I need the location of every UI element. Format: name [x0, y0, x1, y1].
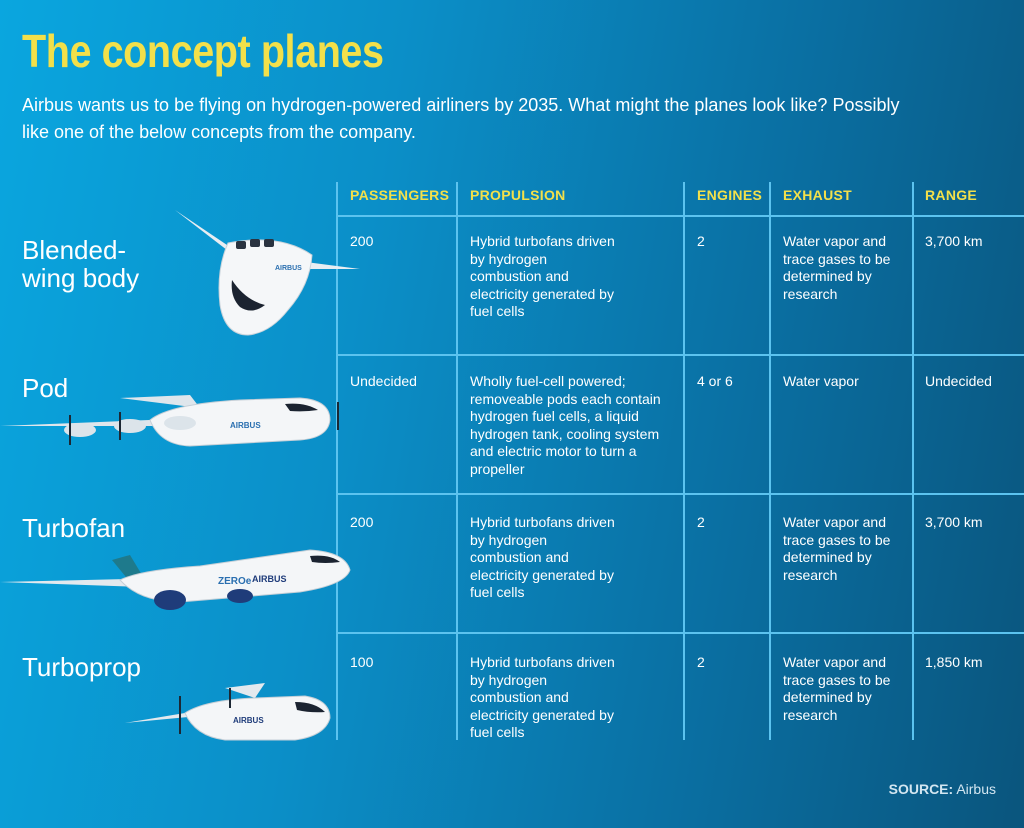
- cell-range: 1,850 km: [925, 654, 983, 670]
- cell-passengers: Undecided: [350, 373, 417, 389]
- plane-branding-text: ZEROe: [218, 576, 252, 587]
- source-credit: [889, 781, 996, 797]
- column-divider: [456, 182, 458, 740]
- cell-passengers: 100: [350, 654, 374, 670]
- cell-propulsion: Hybrid turbofans driven by hydrogen combustion and electricity generated by fuel cells: [470, 514, 615, 601]
- column-divider: [683, 182, 685, 740]
- cell-engines: 2: [697, 654, 705, 670]
- plane-branding-text: AIRBUS: [275, 265, 302, 272]
- column-divider: [912, 182, 914, 740]
- cell-propulsion: Hybrid turbofans driven by hydrogen combustion and electricity generated by fuel cells: [470, 233, 615, 320]
- cell-propulsion: Hybrid turbofans driven by hydrogen combustion and electricity generated by fuel cells: [470, 654, 615, 741]
- cell-exhaust: Water vapor and trace gases to be determined by research: [783, 654, 891, 723]
- cell-exhaust: Water vapor and trace gases to be determined by research: [783, 233, 891, 302]
- turboprop-plane-illustration: [125, 678, 335, 746]
- plane-branding-text: AIRBUS: [233, 716, 264, 725]
- table-divider: [336, 632, 1024, 634]
- column-divider: [769, 182, 771, 740]
- cell-engines: 2: [697, 233, 705, 249]
- row-name-turboprop: [22, 653, 141, 681]
- column-header-engines: ENGINES: [697, 187, 763, 203]
- plane-branding-text: AIRBUS: [252, 574, 287, 584]
- column-header-range: RANGE: [925, 187, 978, 203]
- cell-engines: 2: [697, 514, 705, 530]
- blended-wing-plane-illustration: [170, 205, 365, 340]
- row-name-line: Blended-: [22, 235, 127, 265]
- row-name-line: Turbofan: [22, 513, 126, 543]
- cell-passengers: 200: [350, 233, 374, 249]
- plane-branding-text: AIRBUS: [230, 421, 261, 430]
- row-name-turbofan: [22, 514, 125, 542]
- pod-plane-illustration: [0, 390, 350, 455]
- turbofan-plane-illustration: [0, 540, 355, 615]
- table-divider: [336, 493, 1024, 495]
- cell-range: Undecided: [925, 373, 992, 389]
- cell-range: 3,700 km: [925, 233, 983, 249]
- cell-range: 3,700 km: [925, 514, 983, 530]
- source-label: SOURCE:: [888, 781, 954, 797]
- cell-passengers: 200: [350, 514, 374, 530]
- cell-engines: 4 or 6: [697, 373, 733, 389]
- source-value: Airbus: [956, 781, 996, 797]
- column-header-exhaust: EXHAUST: [783, 187, 852, 203]
- column-header-propulsion: PROPULSION: [470, 187, 566, 203]
- page-title: The concept planes: [22, 25, 384, 77]
- row-name-blended-wing-body: [22, 236, 139, 292]
- row-name-line: wing body: [22, 263, 140, 293]
- page-subtitle: Airbus wants us to be flying on hydrogen-powered airliners by 2035. What might the planes look like? Possibly like one of the below concepts from the company.: [22, 95, 900, 142]
- column-header-passengers: PASSENGERS: [350, 187, 450, 203]
- table-divider: [336, 215, 1024, 217]
- row-name-line: Pod: [22, 373, 69, 403]
- row-name-line: Turboprop: [22, 652, 141, 682]
- table-divider: [336, 354, 1024, 356]
- cell-exhaust: Water vapor: [783, 373, 859, 389]
- cell-exhaust: Water vapor and trace gases to be determined by research: [783, 514, 891, 583]
- cell-propulsion: Wholly fuel-cell powered; removeable pods each contain hydrogen fuel cells, a liquid hydrogen tank, cooling system and electric motor to turn a propeller: [470, 373, 661, 477]
